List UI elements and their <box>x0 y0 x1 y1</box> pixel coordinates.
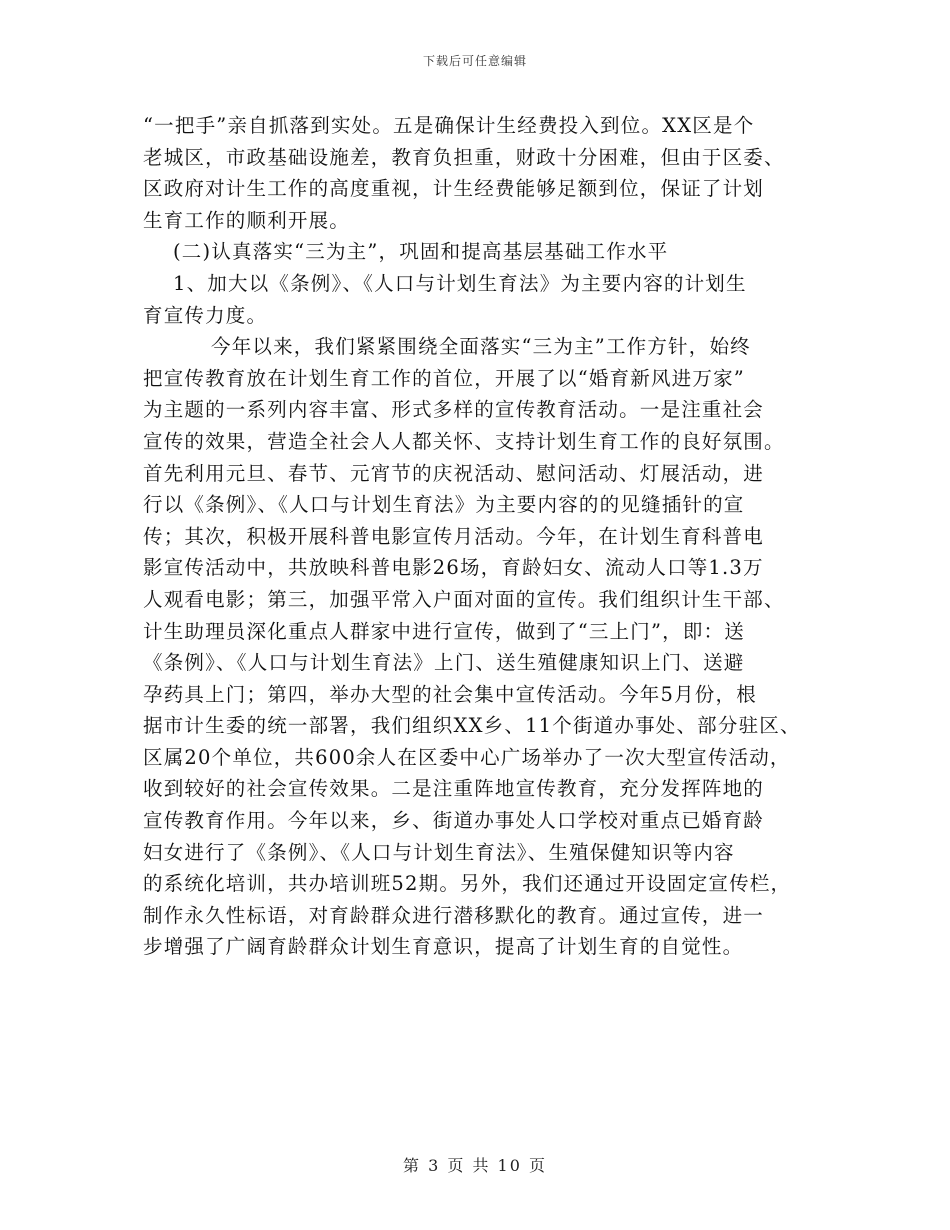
text-line: 把宣传教育放在计划生育工作的首位，开展了以“婚育新风进万家” <box>143 366 745 390</box>
text-line: 据市计生委的统一部署，我们组织XX乡、11个街道办事处、部分驻区、 <box>143 714 801 738</box>
text-line: 孕药具上门；第四，举办大型的社会集中宣传活动。今年5月份，根 <box>143 682 757 706</box>
page-header: 下载后可任意编辑 <box>422 54 527 68</box>
text-line: “一把手”亲自抓落到实处。五是确保计生经费投入到位。XX区是个 <box>143 114 755 137</box>
document-body <box>143 110 813 963</box>
text-line: 妇女进行了《条例》、《人口与计划生育法》、生殖保健知识等内容 <box>143 840 735 864</box>
text-line: 老城区，市政基础设施差，教育负担重，财政十分困难，但由于区委、 <box>143 145 785 169</box>
paragraph-first-line: 今年以来，我们紧紧围绕全面落实“三为主”工作方针，始终 <box>211 335 751 359</box>
text-line: 育宣传力度。 <box>143 303 268 327</box>
text-line: 首先利用元旦、春节、元宵节的庆祝活动、慰问活动、灯展活动，进 <box>143 461 765 485</box>
text-line: 为主题的一系列内容丰富、形式多样的宣传教育活动。一是注重社会 <box>143 398 765 422</box>
text-line: 《条例》、《人口与计划生育法》上门、送生殖健康知识上门、送避 <box>143 651 745 675</box>
page-number-footer: 第 3 页 共 10 页 <box>403 1156 547 1175</box>
section-heading: (二)认真落实“三为主”，巩固和提高基层基础工作水平 <box>173 240 669 264</box>
text-line: 生育工作的顺利开展。 <box>143 208 351 232</box>
subsection-heading: 1、加大以《条例》、《人口与计划生育法》为主要内容的计划生 <box>173 271 747 295</box>
text-line: 影宣传活动中，共放映科普电影26场，育龄妇女、流动人口等1.3万 <box>143 556 764 580</box>
text-line: 宣传的效果，营造全社会人人都关怀、支持计划生育工作的良好氛围。 <box>143 429 785 453</box>
text-line: 的系统化培训，共办培训班52期。另外，我们还通过开设固定宣传栏， <box>143 872 792 896</box>
text-line: 人观看电影；第三，加强平常入户面对面的宣传。我们组织计生干部、 <box>143 587 785 611</box>
text-line: 区政府对计生工作的高度重视，计生经费能够足额到位，保证了计划 <box>143 177 765 201</box>
text-line: 区属20个单位，共600余人在区委中心广场举办了一次大型宣传活动， <box>143 745 791 769</box>
text-line: 宣传教育作用。今年以来，乡、街道办事处人口学校对重点已婚育龄 <box>143 809 765 833</box>
text-line: 计生助理员深化重点人群家中进行宣传，做到了“三上门”，即：送 <box>143 619 745 643</box>
text-line: 步增强了广阔育龄群众计划生育意识，提高了计划生育的自觉性。 <box>143 935 744 959</box>
text-line: 制作永久性标语，对育龄群众进行潜移默化的教育。通过宣传，进一 <box>143 903 765 927</box>
text-line: 传；其次，积极开展科普电影宣传月活动。今年，在计划生育科普电 <box>143 524 765 548</box>
text-line: 行以《条例》、《人口与计划生育法》为主要内容的的见缝插针的宣 <box>143 493 745 517</box>
text-line: 收到较好的社会宣传效果。二是注重阵地宣传教育，充分发挥阵地的 <box>143 777 765 801</box>
